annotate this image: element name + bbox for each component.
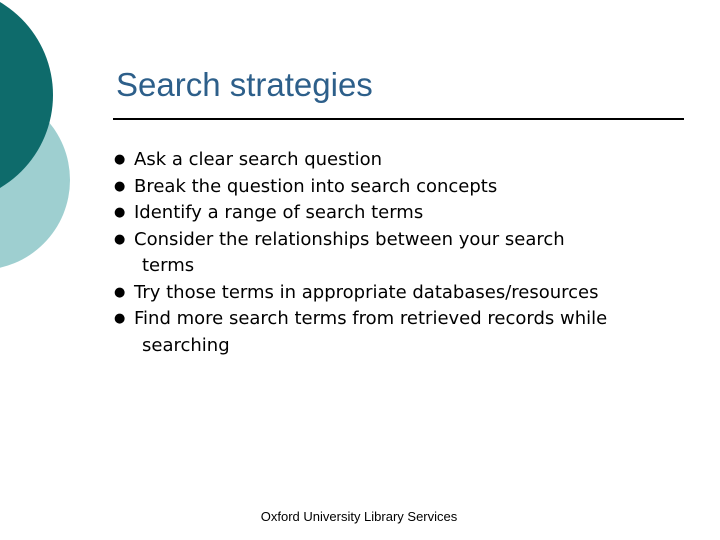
bullet-item [114, 280, 684, 307]
bullet-item [114, 200, 684, 227]
bullet-item [114, 306, 684, 359]
bullet-item [114, 147, 684, 174]
bullet-text: Break the question into search concepts [134, 175, 498, 197]
bullet-glyph: ● [114, 231, 126, 247]
bullet-item [114, 174, 684, 201]
bullet-glyph: ● [114, 178, 126, 194]
bullet-glyph: ● [114, 311, 126, 326]
footer-text: Oxford University Library Services [260, 509, 458, 524]
bullet-glyph: ● [114, 152, 126, 167]
bullet-text: Try those terms in appropriate databases/resources [134, 281, 599, 303]
slide-title: Search strategies [116, 66, 373, 103]
decorative-circles [0, 0, 120, 300]
title-divider [113, 118, 684, 120]
bullet-continuation: searching [142, 334, 230, 356]
bullet-list [114, 147, 684, 359]
bullet-text: Ask a clear search question [134, 149, 382, 170]
bullet-text: Identify a range of search terms [134, 202, 424, 223]
bullet-text: Consider the relationships between your search [134, 228, 565, 250]
bullet-glyph: ● [114, 284, 126, 300]
bullet-text: Find more search terms from retrieved records while [134, 308, 608, 329]
bullet-item [114, 227, 684, 280]
bullet-continuation: terms [142, 255, 195, 276]
bullet-glyph: ● [114, 205, 126, 220]
